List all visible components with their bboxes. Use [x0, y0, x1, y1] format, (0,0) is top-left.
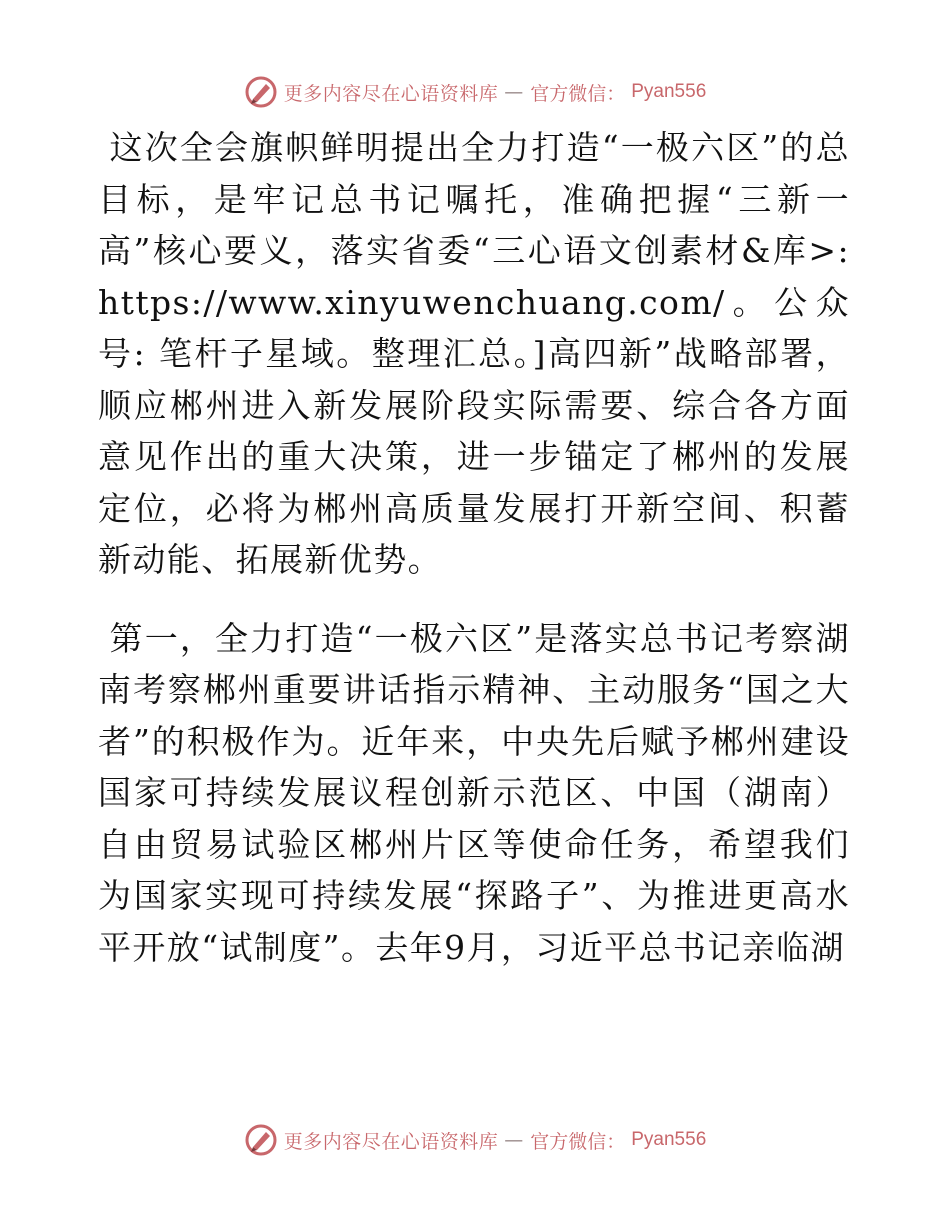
paragraph-1: 这次全会旗帜鲜明提出全力打造“一极六区”的总目标，是牢记总书记嘱托，准确把握“三新一高”核心要义，落实省委“三心语文创素材&库>: https://www.xinyuwenchuang.com/。公众号: 笔杆子星域。整理汇总。]高四新”战略部署，顺应郴州进入新发展阶段实际需要、综合各方面意见作出的重大决策，进一步锚定了郴州的发展定位，必将为郴州高质量发展打开新空间、积蓄新动能、拓展新优势。 [98, 128, 850, 579]
banner-wechat-id: Pyan556 [631, 1129, 707, 1150]
pen-circle-logo-icon [244, 1123, 278, 1157]
banner-wechat-label: 官方微信： [530, 1130, 626, 1153]
banner-text: 更多内容尽在心语资料库 [283, 82, 499, 105]
pen-circle-logo-icon [244, 75, 278, 109]
banner-wechat-label: 官方微信： [530, 82, 626, 105]
header-banner [0, 72, 950, 112]
banner-separator: — [504, 81, 525, 103]
footer-banner [0, 1120, 950, 1160]
banner-text: 更多内容尽在心语资料库 [283, 1130, 499, 1153]
document-body [98, 122, 850, 973]
paragraph-2: 第一，全力打造“一极六区”是落实总书记考察湖南考察郴州重要讲话指示精神、主动服务“国之大者”的积极作为。近年来，中央先后赋予郴州建设国家可持续发展议程创新示范区、中国（湖南）自由贸易试验区郴州片区等使命任务，希望我们为国家实现可持续发展“探路子”、为推进更高水平开放“试制度”。去年9月，习近平总书记亲临湖 [98, 618, 850, 967]
banner-wechat-id: Pyan556 [631, 81, 707, 102]
banner-separator: — [504, 1129, 525, 1151]
